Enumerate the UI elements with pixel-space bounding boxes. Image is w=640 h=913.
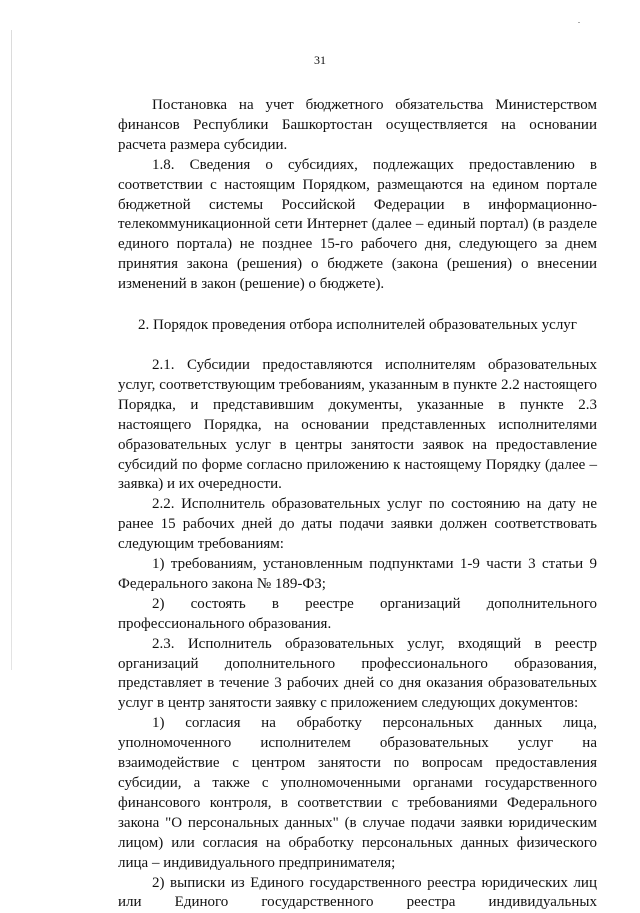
paragraph-2-2-item-2: 2) состоять в реестре организаций дополнительного профессионального образования. [118, 595, 597, 632]
scan-speck [578, 22, 580, 23]
paragraph-2-3: 2.3. Исполнитель образовательных услуг, входящий в реестр организаций дополнительного профессионального образования, представляет в течение 3 рабочих дней со дня оказания образовательных услуг в центр занятости заявку с приложением следующих документов: [118, 635, 597, 712]
paragraph-2-3-item-1: 1) согласия на обработку персональных данных лица, уполномоченного исполнителем образовательных услуг на взаимодействие с центром занятости по вопросам предоставления субсидии, а также с уполномоченными органами государственного финансового контроля, в соответствии с требованиями Федерального закона "О персональных данных" (в случае подачи заявки юридическим лицом) или согласия на обработку персональных данных физического лица – индивидуального предпринимателя; [118, 715, 597, 871]
paragraph-2-3-item-2: 2) выписки из Единого государственного реестра юридических лиц или Единого государственного реестра индивидуальных [118, 874, 597, 911]
paragraph-2-2: 2.2. Исполнитель образовательных услуг по состоянию на дату не ранее 15 рабочих дней до даты подачи заявки должен соответствовать следующим требованиям: [118, 496, 597, 553]
scan-margin-line [11, 30, 12, 670]
paragraph-2-2-item-1: 1) требованиям, установленным подпунктами 1-9 части 3 статьи 9 Федерального закона № 189-ФЗ; [118, 556, 597, 592]
paragraph-budget-registration: Постановка на учет бюджетного обязательства Министерством финансов Республики Башкортостан осуществляется на основании расчета размера субсидии. [118, 97, 597, 153]
paragraph-2-1: 2.1. Субсидии предоставляются исполнителям образовательных услуг, соответствующим требованиям, указанным в пункте 2.2 настоящего Порядка, и представившим документы, указанные в пункте 2.3 настоящего Порядка, на основании представленных исполнителями образовательных услуг в центры занятости заявок на предоставление субсидий по форме согласно приложению к настоящему Порядку (далее – заявка) и их очередности. [118, 356, 597, 493]
document-body [118, 96, 597, 913]
page-number: 31 [314, 53, 326, 67]
paragraph-1-8: 1.8. Сведения о субсидиях, подлежащих предоставлению в соответствии с настоящим Порядком, размещаются на едином портале бюджетной системы Российской Федерации в информационно-телекоммуникационной сети Интернет (далее – единый портал) (в разделе единого портала) не позднее 15-го рабочего дня, следующего за днем принятия закона (решения) о бюджете (закона (решения) о внесении изменений в закон (решение) о бюджете). [118, 156, 597, 293]
section-heading: 2. Порядок проведения отбора исполнителей образовательных услуг [138, 317, 577, 334]
